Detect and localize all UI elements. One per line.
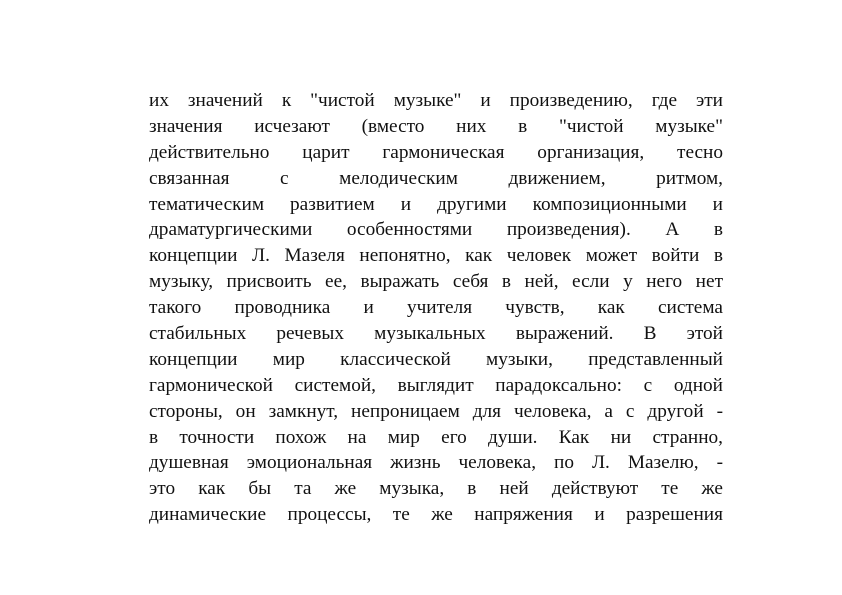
text-line: концепции Л. Мазеля непонятно, как человек может войти в (149, 245, 723, 267)
text-line: динамические процессы, те же напряжения и разрешения (149, 504, 723, 526)
text-line: значения исчезают (вместо них в "чистой музыке" (149, 115, 723, 137)
text-line: такого проводника и учителя чувств, как система (149, 297, 723, 319)
text-line: связанная с мелодическим движением, ритмом, (149, 167, 723, 189)
text-line: музыку, присвоить ее, выражать себя в ней, если у него нет (149, 271, 723, 293)
text-line: в точности похож на мир его души. Как ни странно, (149, 426, 723, 448)
text-line: стороны, он замкнут, непроницаем для человека, а с другой - (149, 400, 723, 422)
text-line: действительно царит гармоническая организация, тесно (149, 141, 723, 163)
text-line: стабильных речевых музыкальных выражений. В этой (149, 323, 723, 345)
text-line: это как бы та же музыка, в ней действуют те же (149, 478, 723, 500)
body-text (149, 88, 723, 528)
text-line: концепции мир классической музыки, представленный (149, 348, 723, 370)
text-line: тематическим развитием и другими композиционными и (149, 193, 723, 215)
text-line: гармонической системой, выглядит парадоксально: с одной (149, 374, 723, 396)
text-line: душевная эмоциональная жизнь человека, по Л. Мазелю, - (149, 452, 723, 474)
text-line: драматургическими особенностями произведения). А в (149, 219, 723, 241)
text-line: их значений к "чистой музыке" и произведению, где эти (149, 90, 723, 111)
